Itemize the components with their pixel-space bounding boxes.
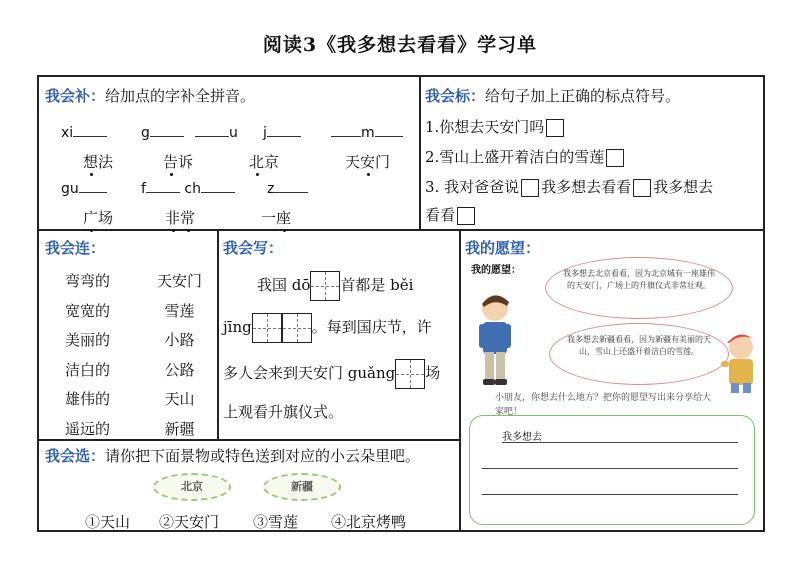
- girl-illustration-icon: [717, 331, 763, 393]
- pinyin-prefix: gu: [61, 181, 79, 197]
- match-right-item[interactable]: 雪莲: [164, 301, 195, 320]
- match-right-item[interactable]: 小路: [164, 331, 195, 349]
- pinyin-prefix: z: [267, 181, 275, 197]
- sentence-2: 2.雪山上盛开着洁白的雪莲: [425, 148, 605, 166]
- matching-section: [45, 235, 215, 437]
- pinyin-heading: 我会补：: [45, 87, 106, 105]
- pinyin-blank[interactable]: [146, 179, 180, 193]
- sentence-3-part: 我多想去看看: [541, 178, 632, 196]
- wish-writing-box[interactable]: [469, 415, 755, 525]
- select-section: [45, 443, 457, 531]
- pinyin-prefix: xi: [61, 125, 74, 141]
- matching-right-column: [157, 267, 202, 444]
- punctuation-box[interactable]: [521, 179, 539, 197]
- pinyin-blank[interactable]: [195, 123, 229, 137]
- select-heading: 我会选：: [45, 447, 106, 465]
- pinyin-suffix: u: [229, 125, 238, 141]
- match-left-item[interactable]: 美丽的: [65, 331, 111, 349]
- punctuation-box[interactable]: [606, 149, 624, 167]
- writing-heading: 我会写：: [223, 239, 284, 257]
- pinyin-section: [45, 83, 415, 228]
- word: 天安门: [345, 153, 391, 171]
- sentence-3: 3. 我对爸爸说: [425, 178, 520, 196]
- worksheet-frame: [37, 75, 765, 532]
- match-left-item[interactable]: 遥远的: [65, 419, 111, 438]
- punctuation-section: [425, 83, 761, 228]
- word: 广场: [83, 209, 114, 227]
- punctuation-box[interactable]: [457, 207, 475, 225]
- page-title: 阅读3《我多想去看看》学习单: [262, 34, 538, 56]
- pinyin-prefix: ch: [184, 181, 201, 197]
- pinyin-prefix: j: [263, 125, 267, 141]
- word: 一座: [261, 209, 292, 227]
- match-right-item[interactable]: 天安门: [157, 272, 203, 290]
- word: 北京: [249, 153, 280, 171]
- matching-left-column: [65, 267, 110, 444]
- pinyin-blank[interactable]: [79, 179, 107, 193]
- writing-text: 多人会来到天安门 guǎng: [223, 364, 396, 382]
- match-left-item[interactable]: 洁白的: [65, 360, 111, 379]
- option-item[interactable]: ③雪莲: [253, 513, 299, 531]
- match-right-item[interactable]: 天山: [164, 390, 195, 408]
- match-right-item[interactable]: 新疆: [164, 419, 195, 438]
- writing-text: 上观看升旗仪式。: [223, 403, 344, 421]
- writing-text: 。每到国庆节，许: [311, 318, 432, 336]
- sentence-1: 1.你想去天安门吗: [425, 118, 545, 136]
- sentence-3-part: 看看: [425, 206, 456, 224]
- wish-heading: 我的愿望：: [465, 239, 541, 257]
- writing-grid-box[interactable]: [310, 271, 340, 301]
- punctuation-box[interactable]: [633, 179, 651, 197]
- pinyin-blank[interactable]: [331, 123, 361, 137]
- punctuation-instruction: 给句子加上正确的标点符号。: [485, 87, 681, 105]
- speech-bubble-1: 我多想去北京看看，因为北京城有一座雄伟的天安门，广场上的升旗仪式非常壮观。: [545, 257, 733, 319]
- wish-prompt: 小朋友，你想去什么地方？把你的愿望写出来分享给大家吧！: [495, 393, 712, 417]
- pinyin-blank[interactable]: [274, 179, 308, 193]
- option-item[interactable]: ①天山: [85, 513, 131, 531]
- pinyin-blank[interactable]: [375, 123, 403, 137]
- pinyin-blank[interactable]: [73, 123, 107, 137]
- wish-write-label: 我多想去: [502, 432, 542, 443]
- pinyin-blank[interactable]: [267, 123, 301, 137]
- writing-text: 我国 dō: [257, 276, 311, 294]
- option-item[interactable]: ②天安门: [159, 513, 220, 531]
- option-item[interactable]: ④北京烤鸭: [331, 513, 407, 531]
- writing-text: jīng: [223, 318, 252, 336]
- speech-bubble-2: 我多想去新疆看看，因为新疆有美丽的天山，雪山上还盛开着洁白的雪莲。: [549, 323, 729, 385]
- match-left-item[interactable]: 雄伟的: [65, 390, 111, 408]
- pinyin-blank[interactable]: [201, 179, 235, 193]
- wish-section: [465, 235, 763, 531]
- pinyin-blank[interactable]: [150, 123, 184, 137]
- boy-illustration-icon: [473, 290, 519, 390]
- match-left-item[interactable]: 弯弯的: [65, 272, 111, 290]
- word: 非常: [165, 209, 196, 227]
- pinyin-instruction: 给加点的字补全拼音。: [105, 87, 256, 105]
- writing-text: 场: [425, 364, 441, 382]
- cloud-xinjiang[interactable]: 新疆: [263, 473, 341, 501]
- writing-section: [223, 235, 457, 437]
- pinyin-prefix: g: [141, 125, 150, 141]
- writing-grid-box[interactable]: [395, 359, 425, 389]
- sentence-3-part: 我多想去: [653, 178, 714, 196]
- punctuation-box[interactable]: [546, 119, 564, 137]
- match-left-item[interactable]: 宽宽的: [65, 301, 111, 320]
- wish-subheading: 我的愿望：: [471, 265, 521, 276]
- matching-heading: 我会连：: [45, 239, 106, 257]
- writing-text: 首都是 běi: [340, 276, 414, 294]
- cloud-beijing[interactable]: 北京: [153, 473, 231, 501]
- word: 想法: [83, 153, 114, 171]
- writing-grid-box[interactable]: [282, 313, 312, 343]
- select-instruction: 请你把下面景物或特色送到对应的小云朵里吧。: [105, 447, 421, 465]
- writing-grid-box[interactable]: [252, 313, 282, 343]
- punctuation-heading: 我会标：: [425, 87, 486, 105]
- pinyin-suffix: m: [361, 125, 375, 141]
- match-right-item[interactable]: 公路: [164, 360, 195, 379]
- pinyin-prefix: f: [141, 181, 146, 197]
- word: 告诉: [163, 153, 194, 171]
